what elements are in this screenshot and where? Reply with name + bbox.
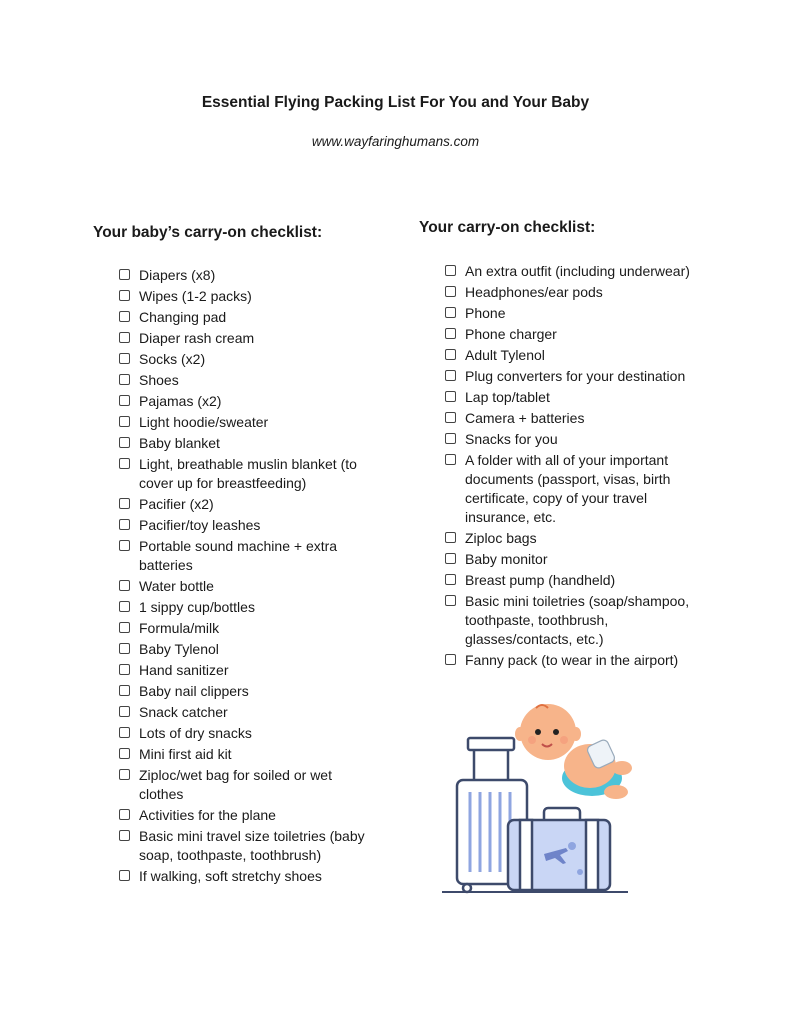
checkbox-icon[interactable] bbox=[445, 595, 456, 606]
checklist-item-label: Activities for the plane bbox=[139, 807, 276, 823]
checkbox-icon[interactable] bbox=[445, 532, 456, 543]
checklist-item-label: If walking, soft stretchy shoes bbox=[139, 868, 322, 884]
checkbox-icon[interactable] bbox=[445, 265, 456, 276]
checklist-item-label: Diaper rash cream bbox=[139, 330, 255, 346]
checklist-item-label: Plug converters for your destination bbox=[465, 368, 686, 384]
baby-checklist-heading: Your baby’s carry-on checklist: bbox=[93, 224, 323, 241]
checklist-item-label: 1 sippy cup/bottles bbox=[139, 599, 255, 615]
checklist-item bbox=[445, 304, 707, 323]
page-title: Essential Flying Packing List For You and Your Baby bbox=[201, 94, 590, 111]
checkbox-icon[interactable] bbox=[445, 307, 456, 318]
checkbox-icon[interactable] bbox=[445, 349, 456, 360]
checklist-item bbox=[445, 430, 707, 449]
checklist-item bbox=[119, 640, 379, 659]
checklist-item bbox=[119, 413, 379, 432]
checklist-item-label: Baby blanket bbox=[139, 435, 220, 451]
checklist-item-label: Pajamas (x2) bbox=[139, 393, 222, 409]
checkbox-icon[interactable] bbox=[119, 706, 130, 717]
small-suitcase bbox=[508, 808, 610, 890]
checkbox-icon[interactable] bbox=[119, 374, 130, 385]
checklist-item-label: Light, breathable muslin blanket (to cover up for breastfeeding) bbox=[139, 456, 357, 491]
checkbox-icon[interactable] bbox=[119, 290, 130, 301]
checklist-item-label: Lots of dry snacks bbox=[139, 725, 252, 741]
checklist-item-label: Basic mini travel size toiletries (baby soap, toothpaste, toothbrush) bbox=[139, 828, 365, 863]
checklist-item bbox=[119, 434, 379, 453]
checklist-item-label: Light hoodie/sweater bbox=[139, 414, 269, 430]
checkbox-icon[interactable] bbox=[119, 353, 130, 364]
checklist-item-label: Mini first aid kit bbox=[139, 746, 232, 762]
checklist-item-label: Diapers (x8) bbox=[139, 267, 216, 283]
checklist-item bbox=[445, 388, 707, 407]
checkbox-icon[interactable] bbox=[119, 269, 130, 280]
checkbox-icon[interactable] bbox=[445, 370, 456, 381]
checklist-item bbox=[119, 682, 379, 701]
checklist-item bbox=[119, 516, 379, 535]
checklist-item bbox=[119, 598, 379, 617]
checklist-item-label: Fanny pack (to wear in the airport) bbox=[465, 652, 679, 668]
checkbox-icon[interactable] bbox=[119, 643, 130, 654]
checklist-item-label: Basic mini toiletries (soap/shampoo, toothpaste, toothbrush, glasses/contacts, etc.) bbox=[465, 593, 690, 647]
checklist-item bbox=[445, 451, 707, 527]
checkbox-icon[interactable] bbox=[119, 580, 130, 591]
checklist-item-label: Pacifier (x2) bbox=[139, 496, 214, 512]
checklist-item bbox=[119, 537, 379, 575]
checklist-item bbox=[119, 577, 379, 596]
checklist-item bbox=[119, 661, 379, 680]
checklist-item-label: Changing pad bbox=[139, 309, 227, 325]
checkbox-icon[interactable] bbox=[119, 685, 130, 696]
checkbox-icon[interactable] bbox=[119, 458, 130, 469]
checklist-item-label: Ziploc bags bbox=[465, 530, 537, 546]
checklist-item bbox=[445, 325, 707, 344]
checklist-item bbox=[445, 346, 707, 365]
checkbox-icon[interactable] bbox=[445, 654, 456, 665]
checkbox-icon[interactable] bbox=[119, 395, 130, 406]
your-checklist bbox=[445, 262, 707, 672]
checklist-item-label: Camera + batteries bbox=[465, 410, 585, 426]
checkbox-icon[interactable] bbox=[119, 727, 130, 738]
checklist-item-label: Water bottle bbox=[139, 578, 214, 594]
checkbox-icon[interactable] bbox=[445, 574, 456, 585]
checkbox-icon[interactable] bbox=[119, 332, 130, 343]
checkbox-icon[interactable] bbox=[119, 809, 130, 820]
checklist-item-label: Adult Tylenol bbox=[465, 347, 545, 363]
baby-figure bbox=[515, 704, 632, 799]
checklist-item-label: Baby nail clippers bbox=[139, 683, 249, 699]
website-url: www.wayfaringhumans.com bbox=[311, 134, 480, 149]
checklist-item bbox=[119, 495, 379, 514]
checkbox-icon[interactable] bbox=[119, 540, 130, 551]
checkbox-icon[interactable] bbox=[445, 328, 456, 339]
checklist-item bbox=[445, 592, 707, 649]
checklist-item-label: Baby monitor bbox=[465, 551, 548, 567]
checklist-item bbox=[445, 262, 707, 281]
checkbox-icon[interactable] bbox=[445, 391, 456, 402]
checkbox-icon[interactable] bbox=[119, 664, 130, 675]
checklist-item bbox=[119, 745, 379, 764]
checkbox-icon[interactable] bbox=[119, 622, 130, 633]
checklist-item-label: Shoes bbox=[139, 372, 179, 388]
your-checklist-heading: Your carry-on checklist: bbox=[419, 219, 596, 236]
checklist-item bbox=[445, 651, 707, 670]
checklist-item-label: Formula/milk bbox=[139, 620, 220, 636]
checklist-item bbox=[119, 867, 379, 886]
checklist-item bbox=[445, 283, 707, 302]
checklist-item bbox=[119, 308, 379, 327]
checklist-item-label: Portable sound machine + extra batteries bbox=[139, 538, 338, 573]
checkbox-icon[interactable] bbox=[119, 311, 130, 322]
baby-checklist bbox=[119, 266, 379, 888]
checklist-item-label: Lap top/tablet bbox=[465, 389, 550, 405]
checklist-item bbox=[119, 371, 379, 390]
checkbox-icon[interactable] bbox=[119, 870, 130, 881]
checkbox-icon[interactable] bbox=[119, 748, 130, 759]
checklist-item bbox=[119, 350, 379, 369]
checklist-item-label: Wipes (1-2 packs) bbox=[139, 288, 252, 304]
checklist-item bbox=[445, 529, 707, 548]
checklist-item-label: Phone bbox=[465, 305, 506, 321]
checklist-item-label: Hand sanitizer bbox=[139, 662, 229, 678]
checkbox-icon[interactable] bbox=[119, 519, 130, 530]
checklist-item-label: Headphones/ear pods bbox=[465, 284, 603, 300]
checklist-item bbox=[119, 703, 379, 722]
checkbox-icon[interactable] bbox=[119, 830, 130, 841]
checkbox-icon[interactable] bbox=[119, 601, 130, 612]
checklist-item-label: Socks (x2) bbox=[139, 351, 206, 367]
baby-luggage-illustration bbox=[440, 696, 636, 896]
checklist-item bbox=[119, 392, 379, 411]
checkbox-icon[interactable] bbox=[445, 286, 456, 297]
checklist-item-label: A folder with all of your important documents (passport, visas, birth certificate, copy of your travel insurance, etc. bbox=[465, 452, 671, 525]
checklist-item-label: An extra outfit (including underwear) bbox=[465, 263, 690, 279]
checklist-item-label: Baby Tylenol bbox=[139, 641, 219, 657]
checklist-item bbox=[445, 409, 707, 428]
checklist-item bbox=[119, 766, 379, 804]
checklist-item bbox=[119, 724, 379, 743]
checklist-item-label: Phone charger bbox=[465, 326, 557, 342]
checklist-item bbox=[119, 827, 379, 865]
checklist-item bbox=[445, 571, 707, 590]
checklist-item bbox=[445, 550, 707, 569]
checklist-item-label: Ziploc/wet bag for soiled or wet clothes bbox=[139, 767, 332, 802]
checklist-item-label: Breast pump (handheld) bbox=[465, 572, 616, 588]
checklist-item bbox=[119, 329, 379, 348]
checkbox-icon[interactable] bbox=[445, 553, 456, 564]
checklist-item bbox=[119, 266, 379, 285]
checklist-item bbox=[445, 367, 707, 386]
checkbox-icon[interactable] bbox=[119, 437, 130, 448]
checklist-item-label: Snack catcher bbox=[139, 704, 228, 720]
checklist-item-label: Snacks for you bbox=[465, 431, 558, 447]
checklist-item bbox=[119, 806, 379, 825]
checklist-item bbox=[119, 287, 379, 306]
checkbox-icon[interactable] bbox=[119, 416, 130, 427]
checkbox-icon[interactable] bbox=[445, 412, 456, 423]
checkbox-icon[interactable] bbox=[119, 769, 130, 780]
checklist-item bbox=[119, 455, 379, 493]
checkbox-icon[interactable] bbox=[119, 498, 130, 509]
checkbox-icon[interactable] bbox=[445, 454, 456, 465]
checkbox-icon[interactable] bbox=[445, 433, 456, 444]
checklist-item bbox=[119, 619, 379, 638]
checklist-item-label: Pacifier/toy leashes bbox=[139, 517, 261, 533]
